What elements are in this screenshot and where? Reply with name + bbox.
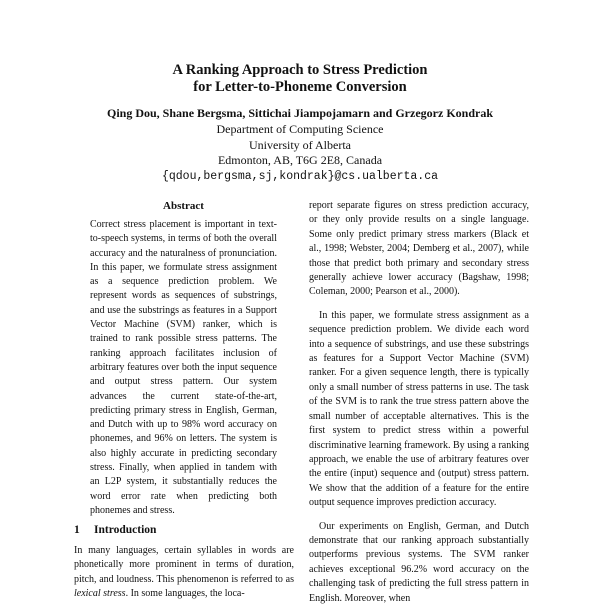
intro-text-part-2: . In some languages, the loca- <box>125 588 245 600</box>
right-paragraph-3: Our experiments on English, German, and Dutch demonstrate that our ranking approach substantially outperforms previous systems. The SVM ranker achieves exceptional 96.2% word accuracy on the challenging task of predicting the full stress pattern in English. Moreover, when <box>309 520 529 604</box>
title-line-2: for Letter-to-Phoneme Conversion <box>193 79 407 95</box>
abstract-text: Correct stress placement is important in text-to-speech systems, in terms of both the overall accuracy and the naturalness of pronunciation. In this paper, we formulate stress assignment as a sequence prediction problem. We represent words as sequences of substrings, and use the substrings as features in a Support Vector Machine (SVM) ranker, which is trained to rank possible stress patterns. The ranking approach facilitates inclusion of arbitrary features over both the input sequence and output stress pattern. Our system advances the current state-of-the-art, predicting primary stress in English, German, and Dutch with up to 98% word accuracy on phonemes, and 96% on letters. The system is also highly accurate in predicting secondary stress. Finally, when applied in tandem with an L2P system, it substantially reduces the word error rate when predicting both phonemes and stress. <box>90 219 277 516</box>
author-list: Qing Dou, Shane Bergsma, Sittichai Jiampojamarn and Grzegorz Kondrak <box>106 106 493 120</box>
introduction-paragraph <box>74 544 294 602</box>
address: Edmonton, AB, T6G 2E8, Canada <box>217 153 383 167</box>
right-paragraph-2: In this paper, we formulate stress assignment as a sequence prediction problem. We divide each word into a sequence of substrings, and use these substrings as features for a Support Vector Machine (SVM) ranker. For a given sequence length, there is typically only a small number of stress patterns in use. The task of the SVM is to rank the true stress pattern above the small number of acceptable alternatives. This is the first system to predict stress within a powerful discriminative learning framework. By using a ranking approach, we enable the use of arbitrary features over the entire (input) sequence and (output) stress pattern. We show that the addition of a feature for the entire output sequence improves prediction accuracy. <box>309 309 529 509</box>
paper-title <box>0 62 600 96</box>
intro-italic-term: lexical stress <box>74 588 126 600</box>
author-emails: {qdou,bergsma,sj,kondrak}@cs.ualberta.ca <box>161 169 439 183</box>
abstract-body <box>90 218 277 518</box>
section-number: 1 <box>74 524 80 536</box>
intro-text-part-1: In many languages, certain syllables in words are phonetically more prominent in terms of duration, pitch, and loudness. This phenomenon is referred to as <box>74 545 294 585</box>
university: University of Alberta <box>249 137 351 152</box>
section-title: Introduction <box>94 524 157 536</box>
right-paragraph-1: report separate figures on stress prediction accuracy, or they only provide results on a single language. Some only predict primary stress markers (Black et al., 1998; Webster, 2004; Demberg et al., 2007), while those that predict both primary and secondary stress generally achieve lower accuracy (Bagshaw, 1998; Coleman, 2000; Pearson et al., 2000). <box>309 200 529 298</box>
right-column <box>309 199 529 615</box>
introduction-body <box>74 544 294 602</box>
title-line-1: A Ranking Approach to Stress Prediction <box>172 62 428 78</box>
department: Department of Computing Science <box>216 122 384 136</box>
section-heading-introduction <box>74 524 156 536</box>
affiliation <box>0 122 600 184</box>
abstract-heading: Abstract <box>163 200 204 212</box>
